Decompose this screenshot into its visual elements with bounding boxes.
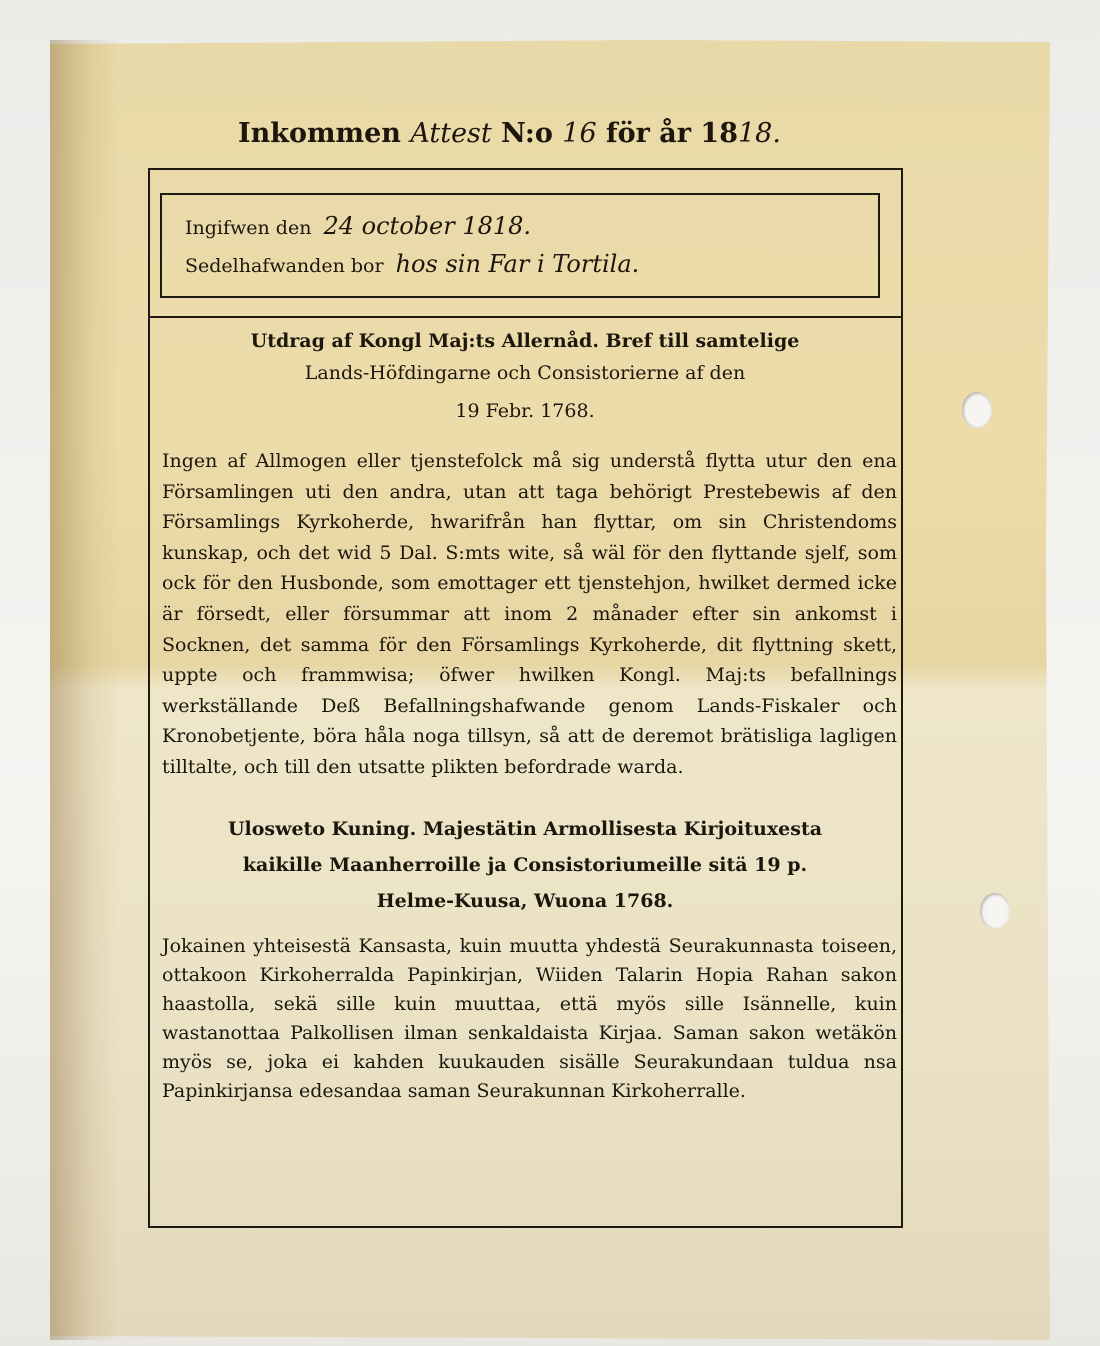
rule-bottom (148, 1226, 903, 1228)
paper-edge-stain (50, 40, 120, 1340)
sedelhafwanden-residence: hos sin Far i Tortila. (395, 250, 640, 278)
ingifwen-row (185, 212, 531, 240)
sedelhafwanden-label: Sedelhafwanden bor (185, 255, 384, 277)
handwritten-attest: Attest (410, 118, 492, 149)
finnish-title-line3: Helme-Kuusa, Wuona 1768. (376, 890, 674, 912)
swedish-title-line1: Utdrag af Kongl Maj:ts Allernåd. Bref till samtelige (250, 330, 800, 352)
swedish-body: Ingen af Allmogen eller tjenstefolck må sig understå flytta utur den ena Församlingen uti den andra, utan att taga behörigt Prestebewis af den Församlings Kyrkoherde, hwarifrån han flyttar, om sin Christendoms kunskap, och det wid 5 Dal. S:mts wite, så wäl för den flyttande sjelf, som ock för den Husbonde, som emottager ett tjenstehjon, hwilket dermed icke är försedt, eller försummar att inom 2 månader efter sin ankomst i Socknen, det samma för den Församlings Kyrkoherde, dit flyttning skett, uppte och frammwisa; öfwer hwilken Kongl. Maj:ts befallnings werkställande Deß Befallningshafwande genom Lands-Fiskaler och Kronobetjente, böra håla noga tillsyn, så att de deremot brätisliga lagligen tilltalte, och till den utsatte plikten befordrade warda. (162, 450, 897, 778)
sedelhafwanden-row (185, 250, 639, 278)
rule-left (148, 168, 150, 1228)
handwritten-number: 16 (562, 118, 597, 149)
heading-year-label: för år 18 (606, 118, 738, 149)
swedish-title-line3: 19 Febr. 1768. (455, 400, 595, 422)
field-box-bottom (160, 296, 880, 298)
finnish-title-line2: kaikille Maanherroille ja Consistoriumeille sitä 19 p. (242, 854, 808, 876)
field-box-right (878, 193, 880, 298)
rule-right (901, 168, 903, 1228)
rule-inner-top (150, 316, 902, 318)
swedish-title-line2: Lands-Höfdingarne och Consistorierne af den (304, 362, 746, 384)
finnish-title-line1: Ulosweto Kuning. Majestätin Armollisesta Kirjoituxesta (227, 818, 823, 840)
handwritten-year: 18. (738, 118, 781, 149)
finnish-body: Jokainen yhteisestä Kansasta, kuin muutta yhdestä Seurakunnasta toiseen, ottakoon Kirkoherralda Papinkirjan, Wiiden Talarin Hopia Rahan sakon haastolla, sekä sille kuin muuttaa, että myös sille Isännelle, kuin wastanottaa Palkollisen ilman senkaldaista Kirjaa. Saman sakon wetäkön myös se, joka ei kahden kuukauden sisälle Seurakundaan tuldua nsa Papinkirjansa edesandaa saman Seurakunnan Kirkoherralle. (162, 935, 897, 1102)
ingifwen-date: 24 october 1818. (323, 212, 532, 240)
heading-number-label: N:o (501, 118, 553, 149)
heading-inkommen: Inkommen (238, 118, 401, 149)
rule-top (148, 168, 903, 170)
document-heading (238, 118, 838, 149)
punch-hole-lower (980, 893, 1010, 929)
ingifwen-label: Ingifwen den (185, 217, 312, 239)
field-box-top (160, 193, 880, 195)
field-box-left (160, 193, 162, 298)
punch-hole-upper (962, 392, 992, 428)
